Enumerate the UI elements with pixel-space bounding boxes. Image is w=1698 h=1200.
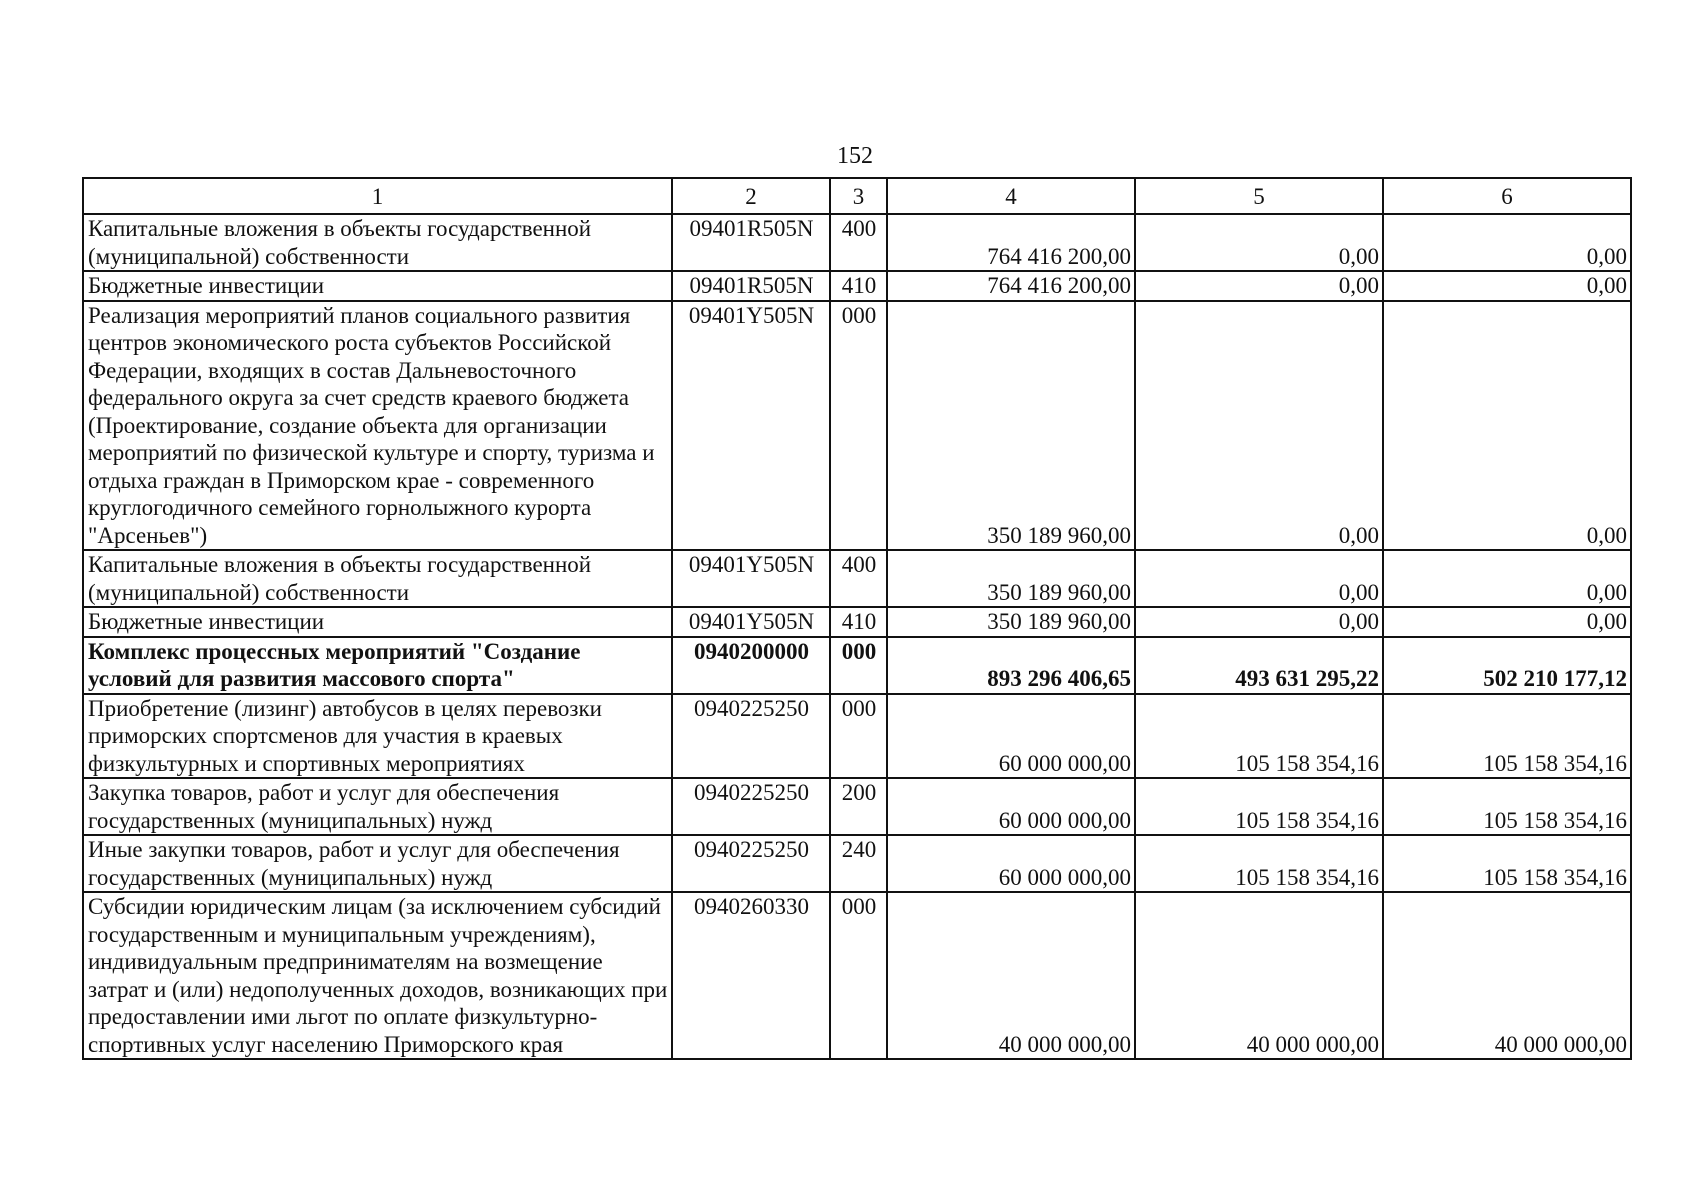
row-description: Субсидии юридическим лицам (за исключением субсидий государственным и муниципальным учреждениям), индивидуальным предпринимателям на возмещение затрат и (или) недополученных доходов, возникающих при предоставлении ими льгот по оплате физкультурно-спортивных услуг населению Приморского края xyxy=(83,892,672,1059)
row-description: Реализация мероприятий планов социального развития центров экономического роста субъектов Российской Федерации, входящих в состав Дальневосточного федерального округа за счет средств краевого бюджета (Проектирование, создание объекта для организации мероприятий по физической культуре и спорту, туризма и отдыха граждан в Приморском крае - современного круглогодичного семейного горнолыжного курорта "Арсеньев") xyxy=(83,301,672,551)
row-amount-col6: 105 158 354,16 xyxy=(1383,694,1631,779)
table-row xyxy=(83,214,1631,271)
row-amount-col4: 60 000 000,00 xyxy=(887,694,1135,779)
row-amount-col6: 502 210 177,12 xyxy=(1383,637,1631,694)
row-amount-col6: 0,00 xyxy=(1383,301,1631,551)
row-amount-col4: 893 296 406,65 xyxy=(887,637,1135,694)
row-expense-type: 410 xyxy=(830,271,887,301)
row-target-code: 09401Y505N xyxy=(672,607,830,637)
table-row xyxy=(83,694,1631,779)
row-amount-col5: 105 158 354,16 xyxy=(1135,778,1383,835)
row-expense-type: 000 xyxy=(830,301,887,551)
row-target-code: 0940225250 xyxy=(672,778,830,835)
row-amount-col5: 0,00 xyxy=(1135,301,1383,551)
row-description: Капитальные вложения в объекты государственной (муниципальной) собственности xyxy=(83,550,672,607)
header-row xyxy=(83,178,1631,214)
row-amount-col5: 0,00 xyxy=(1135,214,1383,271)
row-amount-col5: 105 158 354,16 xyxy=(1135,694,1383,779)
row-expense-type: 000 xyxy=(830,892,887,1059)
row-target-code: 0940225250 xyxy=(672,694,830,779)
row-amount-col5: 493 631 295,22 xyxy=(1135,637,1383,694)
row-description: Иные закупки товаров, работ и услуг для обеспечения государственных (муниципальных) нужд xyxy=(83,835,672,892)
table-row xyxy=(83,892,1631,1059)
header-cell: 4 xyxy=(887,178,1135,214)
row-amount-col6: 105 158 354,16 xyxy=(1383,835,1631,892)
table-body xyxy=(83,214,1631,1059)
header-cell: 5 xyxy=(1135,178,1383,214)
table-row xyxy=(83,835,1631,892)
table-row xyxy=(83,271,1631,301)
row-amount-col5: 0,00 xyxy=(1135,607,1383,637)
row-amount-col6: 40 000 000,00 xyxy=(1383,892,1631,1059)
row-target-code: 09401R505N xyxy=(672,271,830,301)
row-description: Приобретение (лизинг) автобусов в целях перевозки приморских спортсменов для участия в краевых физкультурных и спортивных мероприятиях xyxy=(83,694,672,779)
header-cell: 3 xyxy=(830,178,887,214)
row-amount-col4: 764 416 200,00 xyxy=(887,214,1135,271)
row-amount-col6: 0,00 xyxy=(1383,607,1631,637)
table-row xyxy=(83,607,1631,637)
row-expense-type: 000 xyxy=(830,694,887,779)
page-number: 152 xyxy=(837,143,873,169)
row-expense-type: 400 xyxy=(830,550,887,607)
row-amount-col6: 0,00 xyxy=(1383,271,1631,301)
row-expense-type: 240 xyxy=(830,835,887,892)
row-description: Бюджетные инвестиции xyxy=(83,607,672,637)
header-cell: 1 xyxy=(83,178,672,214)
row-amount-col4: 764 416 200,00 xyxy=(887,271,1135,301)
row-description: Комплекс процессных мероприятий "Создание условий для развития массового спорта" xyxy=(83,637,672,694)
row-target-code: 0940200000 xyxy=(672,637,830,694)
row-expense-type: 200 xyxy=(830,778,887,835)
row-amount-col6: 0,00 xyxy=(1383,550,1631,607)
row-amount-col5: 40 000 000,00 xyxy=(1135,892,1383,1059)
row-amount-col6: 105 158 354,16 xyxy=(1383,778,1631,835)
row-amount-col4: 60 000 000,00 xyxy=(887,835,1135,892)
row-expense-type: 400 xyxy=(830,214,887,271)
table-row xyxy=(83,550,1631,607)
header-cell: 6 xyxy=(1383,178,1631,214)
row-target-code: 0940225250 xyxy=(672,835,830,892)
row-description: Закупка товаров, работ и услуг для обеспечения государственных (муниципальных) нужд xyxy=(83,778,672,835)
table-row xyxy=(83,778,1631,835)
row-amount-col4: 40 000 000,00 xyxy=(887,892,1135,1059)
row-target-code: 09401Y505N xyxy=(672,301,830,551)
row-amount-col6: 0,00 xyxy=(1383,214,1631,271)
table-row xyxy=(83,301,1631,551)
row-target-code: 0940260330 xyxy=(672,892,830,1059)
row-amount-col4: 350 189 960,00 xyxy=(887,607,1135,637)
header-cell: 2 xyxy=(672,178,830,214)
row-target-code: 09401R505N xyxy=(672,214,830,271)
row-amount-col5: 0,00 xyxy=(1135,550,1383,607)
table-row xyxy=(83,637,1631,694)
row-amount-col4: 60 000 000,00 xyxy=(887,778,1135,835)
row-expense-type: 410 xyxy=(830,607,887,637)
row-description: Капитальные вложения в объекты государственной (муниципальной) собственности xyxy=(83,214,672,271)
row-amount-col4: 350 189 960,00 xyxy=(887,301,1135,551)
row-amount-col5: 0,00 xyxy=(1135,271,1383,301)
row-description: Бюджетные инвестиции xyxy=(83,271,672,301)
row-expense-type: 000 xyxy=(830,637,887,694)
row-target-code: 09401Y505N xyxy=(672,550,830,607)
budget-table xyxy=(82,177,1632,1060)
row-amount-col5: 105 158 354,16 xyxy=(1135,835,1383,892)
row-amount-col4: 350 189 960,00 xyxy=(887,550,1135,607)
